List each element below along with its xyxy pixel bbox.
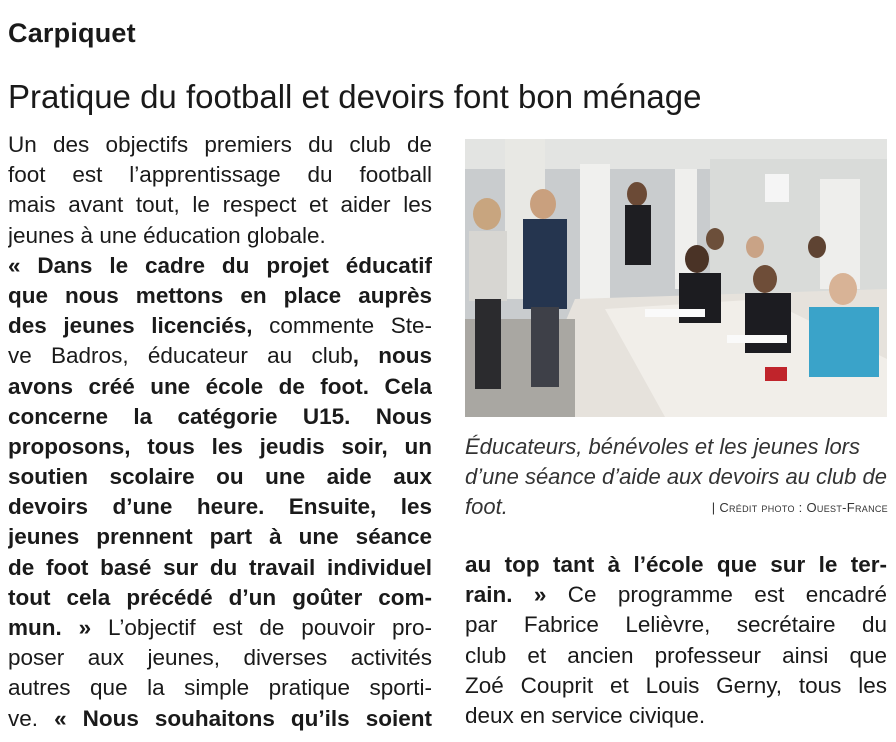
bold-quote-text: tout cela précédé d’un goûter com- bbox=[8, 584, 432, 610]
body-text: Zoé Couprit et Louis Gerny, tous les bbox=[465, 672, 887, 698]
body-text: poser aux jeunes, diverses activités bbox=[8, 645, 432, 671]
article-photo bbox=[465, 139, 887, 417]
bold-quote-text: concerne la catégorie U15. Nous bbox=[8, 403, 432, 429]
article-line bbox=[8, 281, 432, 311]
article-line bbox=[8, 583, 432, 613]
bold-quote-text: des jeunes licenciés, bbox=[8, 313, 253, 339]
bold-quote-text: proposons, tous les jeudis soir, un bbox=[8, 433, 432, 459]
article-column-left bbox=[8, 130, 432, 734]
bold-quote-text: devoirs d’une heure. Ensuite, les bbox=[8, 494, 432, 520]
article-line bbox=[8, 432, 432, 462]
body-text: ve. bbox=[8, 705, 55, 731]
body-text: deux en service civique. bbox=[465, 702, 706, 728]
bold-quote-text: au top tant à l’école que sur le ter- bbox=[465, 552, 887, 577]
headline: Pratique du football et devoirs font bon ménage bbox=[8, 78, 702, 115]
body-text: autres que la simple pratique sporti- bbox=[8, 675, 432, 701]
body-text: jeunes à une éducation globale. bbox=[8, 222, 326, 248]
article-line bbox=[8, 251, 432, 281]
body-text: ve Badros, éducateur au club bbox=[8, 343, 353, 369]
bold-quote-text: mun. » bbox=[8, 615, 92, 640]
article-line bbox=[8, 704, 432, 734]
bold-quote-text: rain. » bbox=[465, 582, 547, 608]
bold-quote-text: , nous bbox=[352, 343, 432, 369]
article-line bbox=[465, 671, 887, 701]
classroom-photo-illustration bbox=[465, 139, 887, 417]
photo-credit-text: | Crédit photo : Ouest-France bbox=[711, 500, 888, 515]
article-line bbox=[8, 190, 432, 220]
bold-quote-text: avons créé une école de foot. Cela bbox=[8, 373, 432, 399]
article-line bbox=[465, 580, 887, 610]
bold-quote-text: de foot basé sur du travail individuel bbox=[8, 554, 432, 580]
article-line bbox=[8, 311, 432, 341]
article-line bbox=[8, 130, 432, 160]
body-text: foot est l’apprentissage du football bbox=[8, 162, 432, 188]
body-text: club et ancien professeur ainsi que bbox=[465, 642, 887, 668]
body-text: mais avant tout, le respect et aider les bbox=[8, 192, 432, 218]
article-line bbox=[8, 613, 432, 643]
body-text: commente Ste- bbox=[252, 313, 432, 339]
article-line bbox=[465, 610, 887, 640]
article-line bbox=[465, 641, 887, 671]
article-column-right bbox=[465, 550, 887, 731]
body-text: Ce programme est encadré bbox=[546, 582, 887, 608]
bold-quote-text: jeunes prennent part à une séance bbox=[8, 524, 432, 550]
article-line bbox=[8, 160, 432, 190]
kicker: Carpiquet bbox=[8, 18, 136, 48]
article-line bbox=[8, 372, 432, 402]
article-line bbox=[8, 522, 432, 552]
article-line bbox=[8, 221, 432, 251]
bold-quote-text: soutien scolaire ou une aide aux bbox=[8, 464, 432, 490]
article-line bbox=[8, 462, 432, 492]
body-text: par Fabrice Lelièvre, secrétaire du bbox=[465, 612, 887, 638]
article-line bbox=[8, 553, 432, 583]
bold-quote-text: « Nous souhaitons qu’ils soient bbox=[54, 705, 432, 731]
article-line bbox=[465, 701, 887, 731]
bold-quote-text: « Dans le cadre du projet éducatif bbox=[8, 252, 432, 278]
article-line bbox=[8, 341, 432, 371]
article-line bbox=[465, 550, 887, 580]
article-line bbox=[8, 492, 432, 522]
photo-credit bbox=[712, 500, 888, 515]
article-line bbox=[8, 643, 432, 673]
article-line bbox=[8, 402, 432, 432]
body-text: Un des objectifs premiers du club de bbox=[8, 132, 432, 157]
body-text: L’objectif est de pouvoir pro- bbox=[91, 615, 432, 640]
article-line bbox=[8, 673, 432, 703]
photo-caption: Éducateurs, bénévoles et les jeunes lors d’une séance d’aide aux devoirs au club de foot. bbox=[465, 434, 887, 519]
bold-quote-text: que nous mettons en place auprès bbox=[8, 282, 432, 308]
